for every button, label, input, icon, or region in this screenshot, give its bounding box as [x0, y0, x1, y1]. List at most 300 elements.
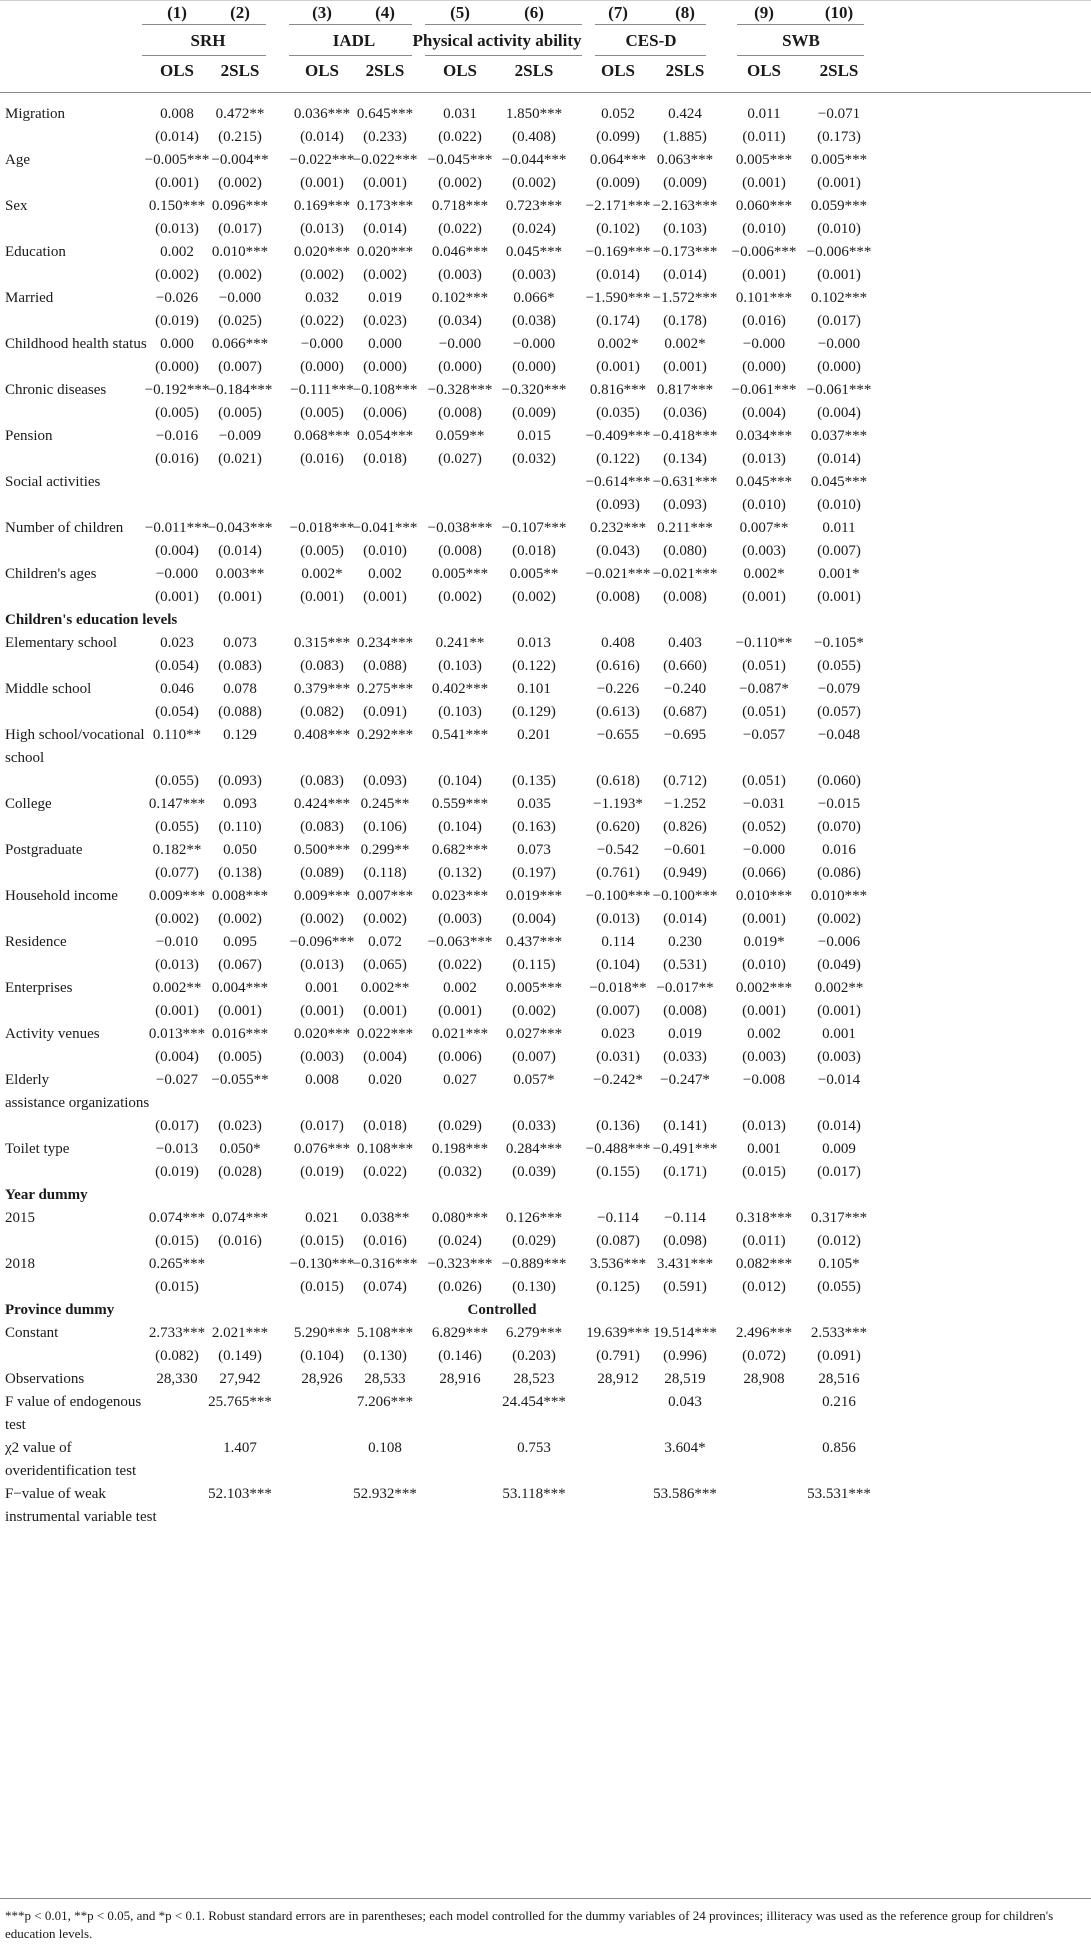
coefficient-cell: 0.020*** — [293, 244, 351, 260]
coefficient-cell: 6.829*** — [431, 1325, 489, 1341]
coefficient-cell: 0.052 — [601, 106, 635, 122]
standard-error-cell: (0.761) — [596, 865, 640, 881]
standard-error-cell: (0.008) — [438, 543, 482, 559]
coefficient-cell: −0.087* — [739, 681, 789, 697]
coefficient-cell: 0.059** — [435, 428, 485, 444]
standard-error-cell: (0.033) — [663, 1049, 707, 1065]
standard-error-cell: (0.000) — [300, 359, 344, 375]
standard-error-cell: (0.008) — [663, 1003, 707, 1019]
row-label: Number of children — [5, 520, 124, 536]
coefficient-cell: 0.050 — [223, 842, 257, 858]
coefficient-cell: 0.102*** — [810, 290, 868, 306]
standard-error-cell: (0.013) — [155, 957, 199, 973]
coefficient-cell: 3.536*** — [589, 1256, 647, 1272]
coefficient-cell: 0.082*** — [735, 1256, 793, 1272]
standard-error-cell: (0.036) — [663, 405, 707, 421]
standard-error-cell: (1.885) — [663, 129, 707, 145]
coefficient-cell: −0.006 — [817, 934, 861, 950]
coefficient-cell: −1.193* — [593, 796, 643, 812]
standard-error-cell: (0.014) — [663, 267, 707, 283]
standard-error-cell: (0.093) — [363, 773, 407, 789]
standard-error-cell: (0.001) — [742, 911, 786, 927]
coefficient-cell: −0.695 — [663, 727, 707, 743]
coefficient-cell: 7.206*** — [356, 1394, 414, 1410]
standard-error-cell: (0.017) — [218, 221, 262, 237]
coefficient-cell: −0.409*** — [585, 428, 651, 444]
standard-error-cell: (0.009) — [663, 175, 707, 191]
standard-error-cell: (0.005) — [300, 543, 344, 559]
standard-error-cell: (0.024) — [438, 1233, 482, 1249]
coefficient-cell: 0.002** — [814, 980, 864, 996]
group-rule — [737, 24, 864, 25]
standard-error-cell: (0.826) — [663, 819, 707, 835]
coefficient-cell: 19.639*** — [586, 1325, 650, 1341]
row-label: Chronic diseases — [5, 382, 107, 398]
estimation-method: OLS — [746, 61, 782, 80]
standard-error-cell: (0.010) — [817, 221, 861, 237]
standard-error-cell: (0.022) — [438, 957, 482, 973]
standard-error-cell: (0.687) — [663, 704, 707, 720]
coefficient-cell: 0.093 — [223, 796, 257, 812]
coefficient-cell: 0.682*** — [431, 842, 489, 858]
coefficient-cell: −0.418*** — [652, 428, 718, 444]
standard-error-cell: (0.055) — [155, 819, 199, 835]
coefficient-cell: 28,516 — [818, 1371, 860, 1387]
coefficient-cell: −0.491*** — [652, 1141, 718, 1157]
standard-error-cell: (0.015) — [155, 1233, 199, 1249]
coefficient-cell: 0.043 — [668, 1394, 702, 1410]
coefficient-cell: −0.247* — [660, 1072, 710, 1088]
standard-error-cell: (0.093) — [596, 497, 640, 513]
row-label: Elementary school — [5, 635, 118, 651]
coefficient-cell: 2.021*** — [211, 1325, 269, 1341]
coefficient-cell: −0.006*** — [731, 244, 797, 260]
coefficient-cell: −0.000 — [742, 336, 786, 352]
standard-error-cell: (0.002) — [155, 267, 199, 283]
standard-error-cell: (0.010) — [742, 957, 786, 973]
group-rule — [737, 55, 864, 56]
standard-error-cell: (0.001) — [438, 1003, 482, 1019]
row-label: Residence — [5, 934, 67, 950]
estimation-method: 2SLS — [819, 61, 859, 80]
coefficient-cell: 0.232*** — [589, 520, 647, 536]
standard-error-cell: (0.408) — [512, 129, 556, 145]
row-label: school — [5, 750, 45, 766]
standard-error-cell: (0.102) — [596, 221, 640, 237]
coefficient-cell: 0.408*** — [293, 727, 351, 743]
coefficient-cell: 0.234*** — [356, 635, 414, 651]
standard-error-cell: (0.007) — [817, 543, 861, 559]
coefficient-cell: 5.108*** — [356, 1325, 414, 1341]
standard-error-cell: (0.171) — [663, 1164, 707, 1180]
coefficient-cell: −0.031 — [742, 796, 786, 812]
standard-error-cell: (0.022) — [438, 221, 482, 237]
row-label: Elderly — [5, 1072, 50, 1088]
coefficient-cell: 2.496*** — [735, 1325, 793, 1341]
standard-error-cell: (0.023) — [363, 313, 407, 329]
coefficient-cell: 0.020*** — [356, 244, 414, 260]
coefficient-cell: −0.108*** — [352, 382, 418, 398]
dependent-variable-header: SRH — [190, 31, 226, 50]
row-label: χ2 value of — [5, 1440, 72, 1456]
coefficient-cell: −0.130*** — [289, 1256, 355, 1272]
standard-error-cell: (0.007) — [218, 359, 262, 375]
coefficient-cell: 0.046*** — [431, 244, 489, 260]
coefficient-cell: 0.001 — [822, 1026, 856, 1042]
standard-error-cell: (0.103) — [663, 221, 707, 237]
standard-error-cell: (0.019) — [155, 313, 199, 329]
row-label: Children's ages — [5, 566, 97, 582]
coefficient-cell: 0.050* — [219, 1141, 261, 1157]
coefficient-cell: −0.000 — [438, 336, 482, 352]
coefficient-cell: −0.008 — [742, 1072, 786, 1088]
header-bottom-rule — [0, 92, 1091, 93]
coefficient-cell: 0.095 — [223, 934, 257, 950]
standard-error-cell: (0.002) — [512, 589, 556, 605]
row-label: instrumental variable test — [5, 1509, 157, 1525]
coefficient-cell: 0.036*** — [293, 106, 351, 122]
standard-error-cell: (0.019) — [300, 1164, 344, 1180]
coefficient-cell: 0.315*** — [293, 635, 351, 651]
standard-error-cell: (0.163) — [512, 819, 556, 835]
coefficient-cell: −0.488*** — [585, 1141, 651, 1157]
standard-error-cell: (0.049) — [817, 957, 861, 973]
coefficient-cell: −0.061*** — [731, 382, 797, 398]
coefficient-cell: −0.021*** — [652, 566, 718, 582]
standard-error-cell: (0.001) — [300, 1003, 344, 1019]
standard-error-cell: (0.001) — [155, 1003, 199, 1019]
coefficient-cell: −0.328*** — [427, 382, 493, 398]
coefficient-cell: 0.019 — [368, 290, 402, 306]
coefficient-cell: 0.317*** — [810, 1210, 868, 1226]
standard-error-cell: (0.138) — [218, 865, 262, 881]
standard-error-cell: (0.006) — [438, 1049, 482, 1065]
standard-error-cell: (0.001) — [742, 175, 786, 191]
coefficient-cell: −0.011*** — [144, 520, 210, 536]
standard-error-cell: (0.001) — [817, 1003, 861, 1019]
standard-error-cell: (0.000) — [363, 359, 407, 375]
standard-error-cell: (0.000) — [438, 359, 482, 375]
coefficient-cell: −0.045*** — [427, 152, 493, 168]
standard-error-cell: (0.016) — [218, 1233, 262, 1249]
coefficient-cell: 0.005** — [509, 566, 559, 582]
group-rule — [425, 24, 582, 25]
coefficient-cell: 0.129 — [223, 727, 257, 743]
standard-error-cell: (0.080) — [663, 543, 707, 559]
coefficient-cell: −0.542 — [596, 842, 640, 858]
coefficient-cell: 28,912 — [597, 1371, 639, 1387]
coefficient-cell: 0.126*** — [505, 1210, 563, 1226]
coefficient-cell: −0.022*** — [352, 152, 418, 168]
standard-error-cell: (0.001) — [300, 175, 344, 191]
coefficient-cell: 0.066*** — [211, 336, 269, 352]
dependent-variable-header: SWB — [782, 31, 820, 50]
standard-error-cell: (0.001) — [817, 267, 861, 283]
coefficient-cell: −0.889*** — [501, 1256, 567, 1272]
coefficient-cell: 0.008*** — [211, 888, 269, 904]
coefficient-cell: 0.001* — [818, 566, 860, 582]
standard-error-cell: (0.000) — [817, 359, 861, 375]
row-label: assistance organizations — [5, 1095, 150, 1111]
standard-error-cell: (0.135) — [512, 773, 556, 789]
section-heading: Province dummy — [5, 1302, 115, 1318]
section-heading: Children's education levels — [5, 612, 178, 628]
standard-error-cell: (0.083) — [300, 773, 344, 789]
standard-error-cell: (0.077) — [155, 865, 199, 881]
standard-error-cell: (0.616) — [596, 658, 640, 674]
group-rule — [142, 55, 266, 56]
coefficient-cell: 0.066* — [513, 290, 555, 306]
group-rule — [595, 55, 706, 56]
standard-error-cell: (0.122) — [512, 658, 556, 674]
estimation-method: 2SLS — [365, 61, 405, 80]
standard-error-cell: (0.016) — [155, 451, 199, 467]
standard-error-cell: (0.003) — [438, 267, 482, 283]
estimation-method: OLS — [304, 61, 340, 80]
coefficient-cell: 0.074*** — [148, 1210, 206, 1226]
standard-error-cell: (0.021) — [218, 451, 262, 467]
standard-error-cell: (0.018) — [363, 1118, 407, 1134]
coefficient-cell: 0.013*** — [148, 1026, 206, 1042]
standard-error-cell: (0.089) — [300, 865, 344, 881]
standard-error-cell: (0.011) — [742, 1233, 786, 1249]
coefficient-cell: 0.046 — [160, 681, 194, 697]
standard-error-cell: (0.001) — [218, 589, 262, 605]
coefficient-cell: 0.010*** — [735, 888, 793, 904]
coefficient-cell: −0.022*** — [289, 152, 355, 168]
coefficient-cell: −0.044*** — [501, 152, 567, 168]
coefficient-cell: −0.016 — [155, 428, 199, 444]
standard-error-cell: (0.014) — [155, 129, 199, 145]
standard-error-cell: (0.178) — [663, 313, 707, 329]
standard-error-cell: (0.026) — [438, 1279, 482, 1295]
standard-error-cell: (0.001) — [300, 589, 344, 605]
standard-error-cell: (0.043) — [596, 543, 640, 559]
coefficient-cell: 0.073 — [223, 635, 257, 651]
coefficient-cell: 0.645*** — [356, 106, 414, 122]
standard-error-cell: (0.083) — [300, 658, 344, 674]
coefficient-cell: 0.403 — [668, 635, 702, 651]
standard-error-cell: (0.002) — [438, 175, 482, 191]
standard-error-cell: (0.051) — [742, 704, 786, 720]
coefficient-cell: 0.002 — [160, 244, 194, 260]
coefficient-cell: 0.010*** — [810, 888, 868, 904]
coefficient-cell: 0.007*** — [356, 888, 414, 904]
coefficient-cell: 2.533*** — [810, 1325, 868, 1341]
dependent-variable-header: IADL — [332, 31, 376, 50]
standard-error-cell: (0.017) — [817, 313, 861, 329]
standard-error-cell: (0.024) — [512, 221, 556, 237]
coefficient-cell: 0.472** — [215, 106, 265, 122]
standard-error-cell: (0.010) — [742, 221, 786, 237]
coefficient-cell: 0.008 — [160, 106, 194, 122]
standard-error-cell: (0.215) — [218, 129, 262, 145]
standard-error-cell: (0.173) — [817, 129, 861, 145]
standard-error-cell: (0.083) — [300, 819, 344, 835]
coefficient-cell: 0.015 — [517, 428, 551, 444]
coefficient-cell: −2.171*** — [585, 198, 651, 214]
coefficient-cell: 0.057* — [513, 1072, 555, 1088]
standard-error-cell: (0.031) — [596, 1049, 640, 1065]
coefficient-cell: −0.000 — [218, 290, 262, 306]
row-label: Social activities — [5, 474, 101, 490]
standard-error-cell: (0.141) — [663, 1118, 707, 1134]
standard-error-cell: (0.104) — [438, 773, 482, 789]
coefficient-cell: −0.061*** — [806, 382, 872, 398]
standard-error-cell: (0.001) — [363, 175, 407, 191]
standard-error-cell: (0.106) — [363, 819, 407, 835]
standard-error-cell: (0.025) — [218, 313, 262, 329]
coefficient-cell: −0.005*** — [144, 152, 210, 168]
standard-error-cell: (0.006) — [363, 405, 407, 421]
coefficient-cell: 0.002 — [747, 1026, 781, 1042]
standard-error-cell: (0.110) — [218, 819, 262, 835]
coefficient-cell: −0.320*** — [501, 382, 567, 398]
coefficient-cell: 0.059*** — [810, 198, 868, 214]
coefficient-cell: −0.110** — [735, 635, 793, 651]
standard-error-cell: (0.088) — [218, 704, 262, 720]
standard-error-cell: (0.103) — [438, 658, 482, 674]
standard-error-cell: (0.002) — [218, 267, 262, 283]
coefficient-cell: 0.073 — [517, 842, 551, 858]
standard-error-cell: (0.132) — [438, 865, 482, 881]
row-label: Childhood health status — [5, 336, 147, 352]
coefficient-cell: 0.005*** — [505, 980, 563, 996]
estimation-method: OLS — [159, 61, 195, 80]
coefficient-cell: 0.201 — [517, 727, 551, 743]
standard-error-cell: (0.015) — [155, 1279, 199, 1295]
estimation-method: 2SLS — [665, 61, 705, 80]
coefficient-cell: 0.023*** — [431, 888, 489, 904]
standard-error-cell: (0.004) — [512, 911, 556, 927]
coefficient-cell: 0.114 — [601, 934, 635, 950]
row-label: Pension — [5, 428, 53, 444]
coefficient-cell: 0.817*** — [656, 382, 714, 398]
coefficient-cell: 28,519 — [664, 1371, 706, 1387]
coefficient-cell: −0.100*** — [585, 888, 651, 904]
standard-error-cell: (0.001) — [363, 1003, 407, 1019]
standard-error-cell: (0.000) — [155, 359, 199, 375]
coefficient-cell: 0.003** — [215, 566, 265, 582]
standard-error-cell: (0.065) — [363, 957, 407, 973]
coefficient-cell: 0.110** — [152, 727, 202, 743]
standard-error-cell: (0.001) — [817, 175, 861, 191]
standard-error-cell: (0.002) — [817, 911, 861, 927]
coefficient-cell: 0.002** — [360, 980, 410, 996]
coefficient-cell: −2.163*** — [652, 198, 718, 214]
coefficient-cell: −0.631*** — [652, 474, 718, 490]
coefficient-cell: 28,533 — [364, 1371, 406, 1387]
standard-error-cell: (0.039) — [512, 1164, 556, 1180]
coefficient-cell: 5.290*** — [293, 1325, 351, 1341]
standard-error-cell: (0.620) — [596, 819, 640, 835]
standard-error-cell: (0.011) — [742, 129, 786, 145]
coefficient-cell: −0.043*** — [207, 520, 273, 536]
standard-error-cell: (0.001) — [742, 1003, 786, 1019]
coefficient-cell: −0.107*** — [501, 520, 567, 536]
group-rule — [142, 24, 266, 25]
coefficient-cell: 0.169*** — [293, 198, 351, 214]
coefficient-cell: 0.408 — [601, 635, 635, 651]
coefficient-cell: 0.856 — [822, 1440, 856, 1456]
standard-error-cell: (0.091) — [817, 1348, 861, 1364]
coefficient-cell: 0.001 — [747, 1141, 781, 1157]
standard-error-cell: (0.002) — [363, 267, 407, 283]
coefficient-cell: 0.105* — [818, 1256, 860, 1272]
standard-error-cell: (0.012) — [817, 1233, 861, 1249]
standard-error-cell: (0.055) — [817, 1279, 861, 1295]
coefficient-cell: −0.009 — [218, 428, 262, 444]
coefficient-cell: 0.816*** — [589, 382, 647, 398]
standard-error-cell: (0.013) — [596, 911, 640, 927]
row-label: overidentification test — [5, 1463, 137, 1479]
standard-error-cell: (0.014) — [300, 129, 344, 145]
coefficient-cell: −0.614*** — [585, 474, 651, 490]
coefficient-cell: −0.169*** — [585, 244, 651, 260]
standard-error-cell: (0.004) — [155, 1049, 199, 1065]
standard-error-cell: (0.129) — [512, 704, 556, 720]
standard-error-cell: (0.001) — [817, 589, 861, 605]
standard-error-cell: (0.093) — [218, 773, 262, 789]
standard-error-cell: (0.122) — [596, 451, 640, 467]
coefficient-cell: −0.079 — [817, 681, 861, 697]
coefficient-cell: −0.601 — [663, 842, 707, 858]
standard-error-cell: (0.034) — [438, 313, 482, 329]
coefficient-cell: 0.559*** — [431, 796, 489, 812]
coefficient-cell: −0.021*** — [585, 566, 651, 582]
coefficient-cell: −0.017** — [656, 980, 714, 996]
standard-error-cell: (0.233) — [363, 129, 407, 145]
row-label: 2018 — [5, 1256, 35, 1272]
estimation-method: 2SLS — [514, 61, 554, 80]
standard-error-cell: (0.996) — [663, 1348, 707, 1364]
coefficient-cell: 0.011 — [747, 106, 781, 122]
standard-error-cell: (0.014) — [663, 911, 707, 927]
standard-error-cell: (0.054) — [155, 658, 199, 674]
model-number: (10) — [824, 3, 854, 22]
standard-error-cell: (0.013) — [300, 957, 344, 973]
standard-error-cell: (0.949) — [663, 865, 707, 881]
standard-error-cell: (0.032) — [438, 1164, 482, 1180]
coefficient-cell: 0.021*** — [431, 1026, 489, 1042]
coefficient-cell: −0.240 — [663, 681, 707, 697]
coefficient-cell: 0.108*** — [356, 1141, 414, 1157]
coefficient-cell: 0.173*** — [356, 198, 414, 214]
coefficient-cell: 0.038** — [360, 1210, 410, 1226]
coefficient-cell: 0.035 — [517, 796, 551, 812]
standard-error-cell: (0.013) — [155, 221, 199, 237]
coefficient-cell: −0.100*** — [652, 888, 718, 904]
standard-error-cell: (0.010) — [817, 497, 861, 513]
coefficient-cell: −0.242* — [593, 1072, 643, 1088]
standard-error-cell: (0.003) — [742, 543, 786, 559]
standard-error-cell: (0.134) — [663, 451, 707, 467]
standard-error-cell: (0.091) — [363, 704, 407, 720]
coefficient-cell: 0.402*** — [431, 681, 489, 697]
coefficient-cell: 0.020 — [368, 1072, 402, 1088]
table-footnote: ***p < 0.01, **p < 0.05, and *p < 0.1. Robust standard errors are in parentheses; each model controlled for the dummy variables of 24 provinces; illiteracy was used as the reference group for children's education levels. — [5, 1908, 1054, 1941]
standard-error-cell: (0.017) — [155, 1118, 199, 1134]
coefficient-cell: 0.318*** — [735, 1210, 793, 1226]
coefficient-cell: 0.002 — [443, 980, 477, 996]
standard-error-cell: (0.057) — [817, 704, 861, 720]
coefficient-cell: 0.002* — [301, 566, 343, 582]
coefficient-cell: 0.037*** — [810, 428, 868, 444]
row-label: Toilet type — [5, 1141, 70, 1157]
coefficient-cell: 0.292*** — [356, 727, 414, 743]
coefficient-cell: 0.753 — [517, 1440, 551, 1456]
standard-error-cell: (0.003) — [742, 1049, 786, 1065]
